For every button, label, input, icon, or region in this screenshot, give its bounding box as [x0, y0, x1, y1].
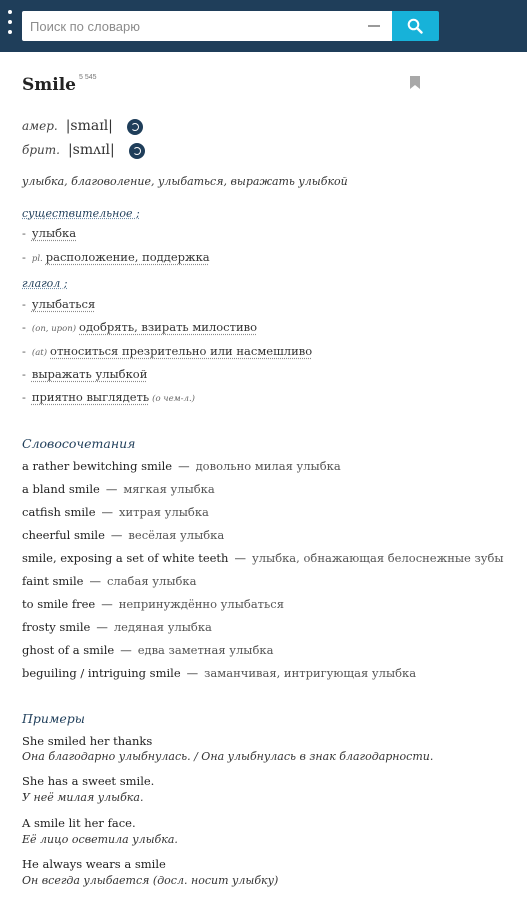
- sense-item: - (at) относиться презрительно или насмешливо: [22, 344, 313, 358]
- sense-item: - улыбаться: [22, 297, 96, 311]
- pronunciation-label: амер.: [22, 119, 58, 133]
- example-russian: У неё милая улыбка.: [22, 791, 144, 804]
- collocation-item[interactable]: cheerful smile — весёлая улыбка: [22, 528, 225, 542]
- brief-translation: улыбка, благоволение, улыбаться, выражать улыбкой: [22, 175, 348, 188]
- audio-british-icon[interactable]: [129, 143, 145, 159]
- sense-item: - приятно выглядеть (о чем-л.): [22, 390, 195, 404]
- sense-translation[interactable]: улыбаться: [31, 297, 96, 311]
- ipa-transcription: |smaɪl|: [65, 118, 113, 134]
- example-english: She has a sweet smile.: [22, 774, 155, 788]
- frequency-rank: 5 545: [79, 74, 97, 81]
- example-english: She smiled her thanks: [22, 734, 153, 748]
- examples-title: Примеры: [22, 711, 85, 726]
- sense-item: - выражать улыбкой: [22, 367, 148, 381]
- example-russian: Она благодарно улыбнулась. / Она улыбнулась в знак благодарности.: [22, 750, 434, 763]
- usage-note: (о чем-л.): [152, 394, 195, 404]
- sense-item: - улыбка: [22, 226, 77, 240]
- example-english: A smile lit her face.: [22, 816, 136, 830]
- example-russian: Он всегда улыбается (досл. носит улыбку): [22, 874, 279, 887]
- top-bar: [0, 0, 527, 52]
- search-input[interactable]: [22, 11, 365, 41]
- sense-translation[interactable]: улыбка: [31, 226, 77, 240]
- pos-noun[interactable]: существительное ;: [22, 207, 140, 220]
- sense-translation[interactable]: выражать улыбкой: [31, 367, 148, 381]
- pronunciation-british: [22, 142, 115, 158]
- collocation-item[interactable]: frosty smile — ледяная улыбка: [22, 620, 212, 634]
- sense-translation[interactable]: относиться презрительно или насмешливо: [50, 344, 313, 358]
- entry-content: [22, 52, 512, 887]
- sense-translation[interactable]: приятно выглядеть: [31, 390, 150, 404]
- pronunciation-label: брит.: [22, 143, 60, 157]
- pos-verb[interactable]: глагол ;: [22, 277, 68, 290]
- search-button[interactable]: [392, 11, 439, 41]
- collocation-item[interactable]: to smile free — непринуждённо улыбаться: [22, 597, 284, 611]
- entry-header: [22, 52, 512, 102]
- search-box: [22, 11, 392, 41]
- clear-icon[interactable]: [368, 25, 380, 27]
- pronunciation-american: [22, 118, 113, 134]
- search-icon: [407, 18, 423, 34]
- grammar-note: pl.: [31, 254, 43, 264]
- collocation-item[interactable]: a rather bewitching smile — довольно милая улыбка: [22, 459, 341, 473]
- example-russian: Её лицо осветила улыбка.: [22, 833, 178, 846]
- ipa-transcription: |smʌɪl|: [67, 142, 115, 158]
- headword: Smile: [22, 75, 76, 95]
- collocation-item[interactable]: smile, exposing a set of white teeth — улыбка, обнажающая белоснежные зубы: [22, 551, 504, 565]
- collocation-item[interactable]: catfish smile — хитрая улыбка: [22, 505, 209, 519]
- bookmark-icon[interactable]: [410, 76, 420, 89]
- collocation-item[interactable]: beguiling / intriguing smile — заманчивая, интригующая улыбка: [22, 666, 417, 680]
- sense-item: - (on, upon) одобрять, взирать милостиво: [22, 320, 258, 334]
- collocation-item[interactable]: a bland smile — мягкая улыбка: [22, 482, 215, 496]
- grammar-note: (at): [31, 348, 48, 358]
- grammar-note: (on, upon): [31, 324, 77, 334]
- menu-dots-icon[interactable]: [6, 10, 14, 42]
- audio-american-icon[interactable]: [127, 119, 143, 135]
- sense-translation[interactable]: одобрять, взирать милостиво: [79, 320, 258, 334]
- sense-translation[interactable]: расположение, поддержка: [45, 250, 210, 264]
- example-english: He always wears a smile: [22, 857, 166, 871]
- collocation-item[interactable]: faint smile — слабая улыбка: [22, 574, 197, 588]
- sense-item: - pl. расположение, поддержка: [22, 250, 210, 264]
- collocations-title: Словосочетания: [22, 436, 136, 451]
- collocation-item[interactable]: ghost of a smile — едва заметная улыбка: [22, 643, 274, 657]
